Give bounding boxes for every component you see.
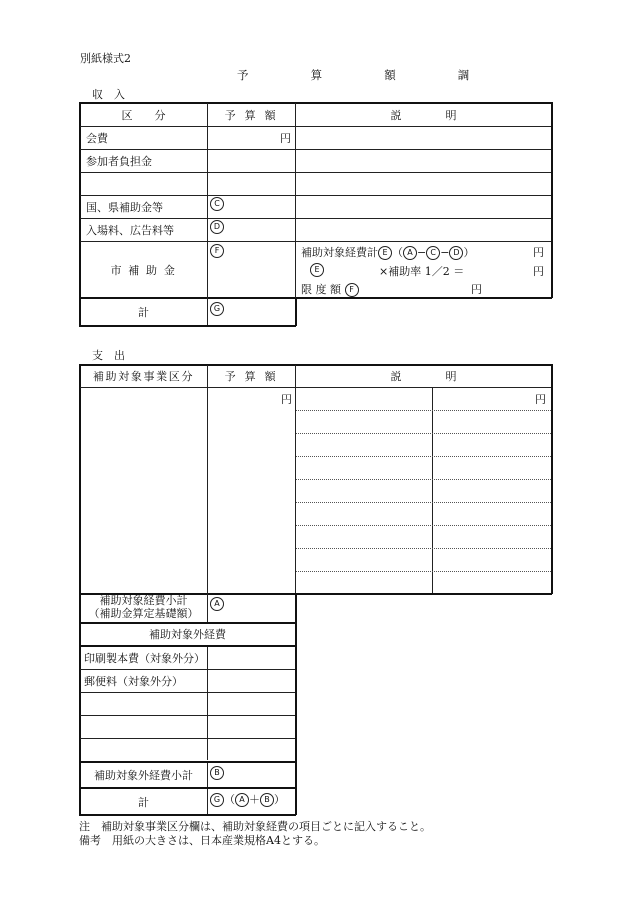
subsidy-yen-unit: 円 — [533, 265, 544, 278]
income-row-label — [86, 173, 206, 195]
circled-c-mark: C — [210, 197, 224, 211]
subsidy-yen-unit: 円 — [533, 246, 544, 259]
expense-total-label: 計 — [138, 795, 149, 809]
income-yen-unit: 円 — [280, 132, 291, 145]
subsidy-yen-unit: 円 — [471, 283, 482, 296]
income-row-label: 参加者負担金 — [86, 155, 152, 168]
circled-b-mark: B — [210, 766, 224, 780]
subsidy-formula-line1: 補助対象経費計 E （ A − C − D ） — [301, 246, 475, 259]
income-row-label: 会費 — [86, 132, 108, 145]
circled-d-mark: D — [210, 220, 224, 234]
expense-header-budget: 予 算 額 — [224, 370, 279, 383]
ineligible-row-label — [84, 716, 206, 738]
circled-g-mark: G — [210, 302, 224, 316]
form-id: 別紙様式2 — [80, 52, 131, 65]
income-section-label: 収 入 — [92, 88, 125, 101]
note-2: 備考 用紙の大きさは、日本産業規格A4とする。 — [79, 834, 325, 847]
ineligible-row-label: 印刷製本費（対象外分） — [84, 652, 205, 665]
expense-detail-yen-unit: 円 — [535, 393, 546, 406]
income-header-category: 区 分 — [121, 108, 166, 122]
subsidy-limit-line: 限 度 額 F — [301, 281, 359, 297]
subsidy-label: 市 補 助 金 — [110, 263, 177, 277]
subsidy-formula-line2: ×補助率 1／2 ＝ — [379, 265, 465, 278]
ineligible-row-label — [84, 693, 206, 715]
income-row-label: 国、県補助金等 — [86, 201, 163, 214]
subsidy-formula-line2-mark: E — [310, 263, 324, 277]
income-header-description: 説 明 — [390, 108, 457, 122]
income-row-label: 入場料、広告料等 — [86, 224, 174, 237]
expense-header-description: 説 明 — [390, 370, 457, 383]
note-1: 注 補助対象事業区分欄は、補助対象経費の項目ごとに記入すること。 — [79, 820, 431, 833]
circled-a-mark: A — [210, 597, 224, 611]
ineligible-subtotal-label: 補助対象外経費小計 — [94, 768, 193, 782]
ineligible-header: 補助対象外経費 — [149, 628, 226, 641]
expense-header-category: 補助対象事業区分 — [92, 370, 195, 383]
income-total-label: 計 — [138, 306, 149, 319]
ineligible-row-label: 郵便料（対象外分） — [84, 675, 183, 688]
eligible-subtotal-label: 補助対象経費小計 （補助金算定基礎額） — [88, 594, 199, 620]
income-header-budget: 予 算 額 — [224, 108, 279, 122]
circled-f-mark: F — [210, 244, 224, 258]
expense-total-formula: G （ A ＋ B ） — [210, 791, 285, 807]
ineligible-row-label — [84, 739, 206, 761]
page-title: 予 算 額 調 — [237, 68, 495, 82]
expense-section-label: 支 出 — [92, 349, 125, 362]
expense-yen-unit: 円 — [281, 393, 292, 406]
